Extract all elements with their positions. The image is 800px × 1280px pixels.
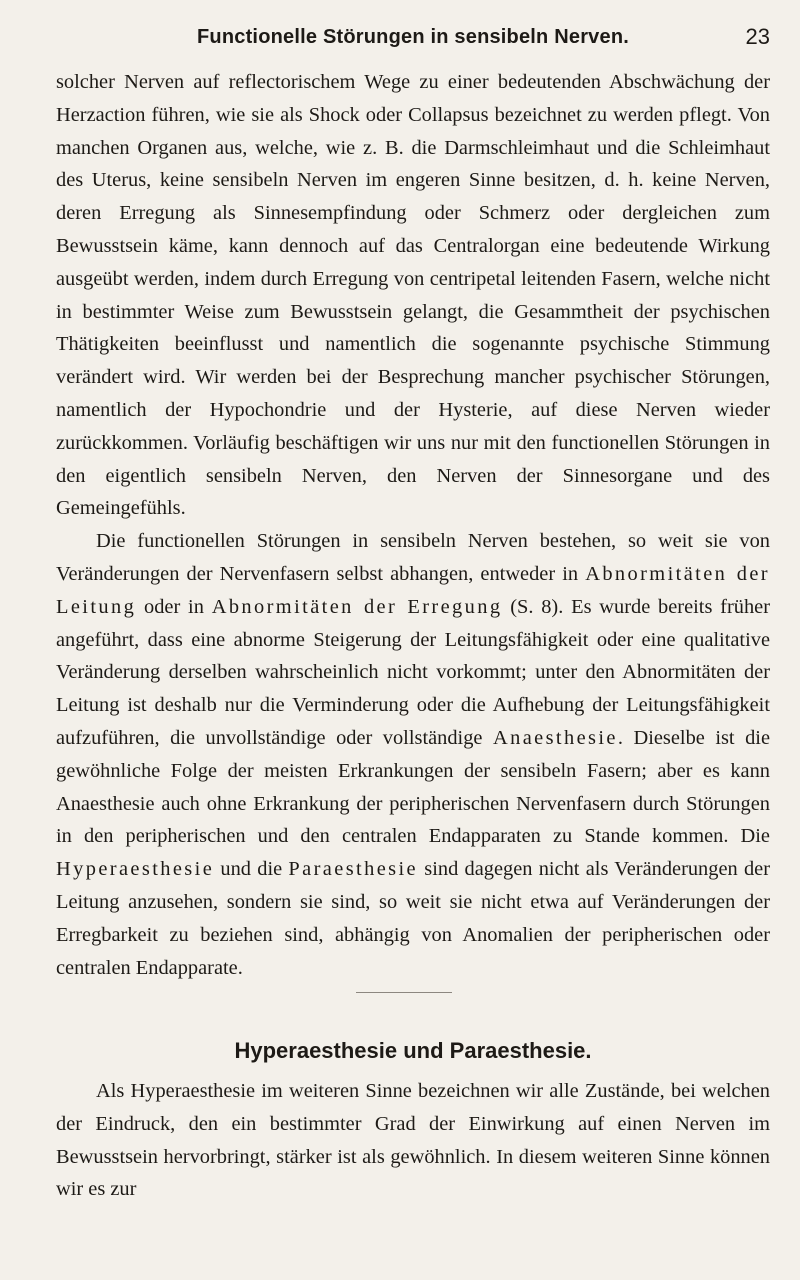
paragraph-2-text-5: und die bbox=[214, 858, 289, 881]
term-paraesthesie: Paraesthesie bbox=[288, 858, 419, 881]
term-abnormitaeten-leitung: Abnormitäten der Leitung bbox=[56, 562, 770, 618]
main-text bbox=[56, 66, 770, 984]
section-text bbox=[56, 1075, 770, 1206]
page-number: 23 bbox=[745, 24, 770, 49]
section-paragraph: Als Hyperaesthesie im weiteren Sinne bezeichnen wir alle Zustände, bei welchen der Eindruck, den ein bestimmter Grad der Einwirkung auf einen Nerven im Bewusstsein hervorbringt, stärker ist als gewöhnlich. In diesem weiteren Sinne können wir es zur bbox=[56, 1080, 770, 1201]
section-heading: Hyperaesthesie und Paraesthesie. bbox=[234, 1038, 592, 1063]
term-abnormitaeten-erregung: Abnormitäten der Erregung bbox=[211, 595, 503, 618]
term-hyperaesthesie: Hyperaesthesie bbox=[56, 858, 215, 881]
paragraph-2-text-2: oder in bbox=[136, 595, 212, 618]
running-header bbox=[56, 20, 770, 54]
running-title: Functionelle Störungen in sensibeln Nerven. bbox=[197, 26, 629, 48]
paragraph-2-text-4: . Dieselbe ist die gewöhnliche Folge der meisten Erkrankungen der sensibeln Fasern; aber es kann Anaesthesie auch ohne Erkrankung der peripherischen Nervenfasern durch Störungen in den peripherischen und den centralen Endapparaten zu Stande kommen. Die bbox=[56, 726, 770, 848]
section-divider bbox=[356, 992, 452, 993]
paragraph-2-text-3: (S. 8). Es wurde bereits früher angeführt, dass eine abnorme Steigerung der Leitungsfähigkeit oder eine qualitative Veränderung derselben wahrscheinlich nicht vorkommt; unter den Abnormitäten der Leitung ist deshalb nur die Verminderung oder die Aufhebung der Leitungsfähigkeit aufzuführen, die unvollständige oder vollständige bbox=[56, 595, 770, 749]
paragraph-2-text-1: Die functionellen Störungen in sensibeln Nerven bestehen, so weit sie von Veränderungen der Nervenfasern selbst abhangen, entweder in bbox=[56, 530, 770, 585]
paragraph-2 bbox=[56, 525, 770, 984]
term-anaesthesie: Anaesthesie bbox=[492, 726, 618, 749]
paragraph-1: solcher Nerven auf reflectorischem Wege zu einer bedeutenden Abschwächung der Herzaction führen, wie sie als Shock oder Collapsus bezeichnet zu werden pflegt. Von manchen Organen aus, welche, wie z. B. die Darmschleimhaut und die Schleimhaut des Uterus, keine sensibeln Nerven im engeren Sinne besitzen, d. h. keine Nerven, deren Erregung als Sinnesempfindung oder Schmerz oder dergleichen zum Bewusstsein käme, kann dennoch auf das Centralorgan eine bedeutende Wirkung ausgeübt werden, indem durch Erregung von centripetal leitenden Fasern, welche nicht in bestimmter Weise zum Bewusstsein gelangt, die Gesammtheit der psychischen Thätigkeiten beeinflusst und namentlich die sogenannte psychische Stimmung verändert wird. Wir werden bei der Besprechung mancher psychischer Störungen, namentlich der Hypochondrie und der Hysterie, auf diese Nerven wieder zurückkommen. Vorläufig beschäftigen wir uns nur mit den functionellen Störungen in den eigentlich sensibeln Nerven, den Nerven der Sinnesorgane und des Gemeingefühls. bbox=[56, 71, 770, 520]
paragraph-2-text-6: sind dagegen nicht als Veränderungen der Leitung anzusehen, sondern sie sind, so weit sie nicht etwa auf Veränderungen der Erregbarkeit zu beziehen sind, abhängig von Anomalien der peripherischen oder centralen Endapparate. bbox=[56, 858, 770, 979]
